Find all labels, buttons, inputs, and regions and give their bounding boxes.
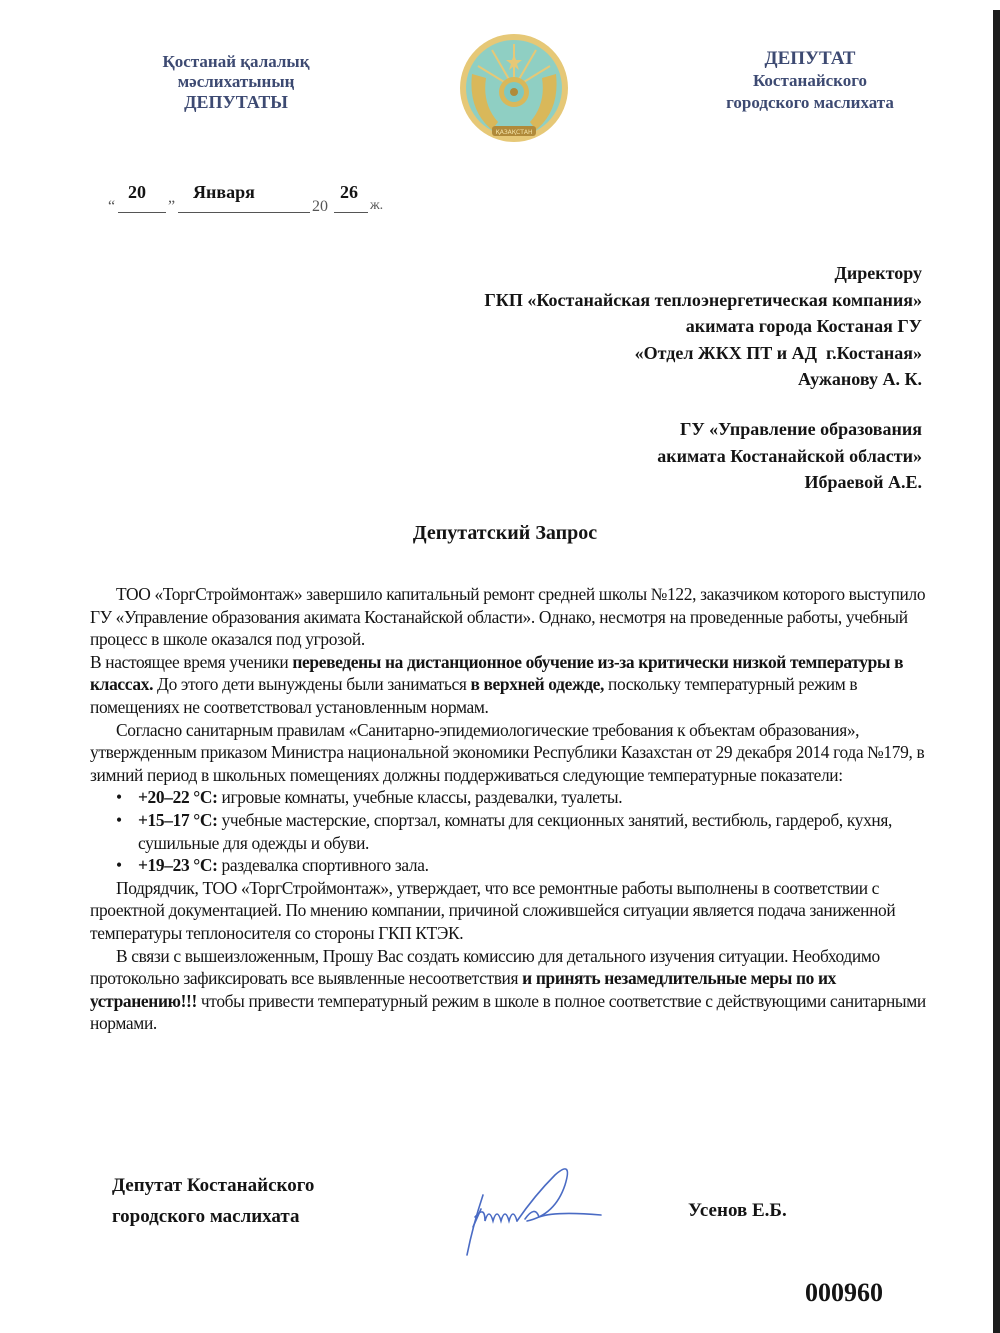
header-left-line: ДЕПУТАТЫ xyxy=(184,92,288,112)
body-paragraph xyxy=(90,945,940,1035)
temperature-list xyxy=(90,786,940,876)
document-title: Депутатский Запрос xyxy=(412,522,598,544)
header-left-kazakh xyxy=(118,52,354,112)
addressee-line: Ибраевой А.Е. xyxy=(804,472,922,492)
document-date xyxy=(108,178,398,218)
date-suffix: ж. xyxy=(370,198,384,213)
signatory-position-line: Депутат Костанайского xyxy=(112,1175,315,1196)
state-emblem-icon xyxy=(458,30,570,150)
body-paragraph xyxy=(90,651,940,719)
addressee-line: «Отдел ЖКХ ПТ и АД г.Костаная» xyxy=(634,342,922,363)
body-paragraph: Согласно санитарным правилам «Санитарно-эпидемиологические требования к объектам образования», утвержденным приказом Министра национальной экономики Республики Казахстан от 29 декабря 2014 года №179, в зимний период в школьных помещениях должны поддерживаться следующие температурные показатели: xyxy=(90,719,925,785)
temperature-list-item xyxy=(138,809,940,854)
date-month: Января xyxy=(193,182,255,202)
svg-text:ҚАЗАҚСТАН: ҚАЗАҚСТАН xyxy=(495,129,533,136)
body-paragraph: Подрядчик, ТОО «ТоргСтроймонтаж», утверждает, что все ремонтные работы выполнены в соответствии с проектной документацией. По мнению компании, причиной сложившейся ситуации является подача заниженной температуры теплоносителя со стороны ГКП КТЭК. xyxy=(90,877,896,943)
addressee-line: Директору xyxy=(834,263,922,283)
body-bold-text: в верхней одежде, xyxy=(470,674,605,695)
date-close-quote: ” xyxy=(168,198,176,215)
body-text: В связи с вышеизложенным, Прошу Вас создать комиссию для детального изучения ситуации. Необходимо протокольно зафиксировать все выявленные несоответствия xyxy=(90,945,880,989)
temperature-list-item xyxy=(138,786,940,809)
signatory-position-line: городского маслихата xyxy=(112,1206,300,1227)
temperature-rooms: учебные мастерские, спортзал, комнаты для секционных занятий, вестибюль, гардероб, кухня, сушильные для одежды и обуви. xyxy=(138,809,893,853)
signatory-position xyxy=(112,1170,314,1232)
header-right-line: городского маслихата xyxy=(726,93,894,112)
addressee-block-1 xyxy=(484,260,922,393)
temperature-list-item xyxy=(138,854,940,877)
addressee-line: акимата города Костаная ГУ xyxy=(685,316,922,336)
header-right-russian xyxy=(700,48,920,114)
viewer-edge-strip xyxy=(993,10,1000,1333)
temperature-rooms: раздевалка спортивного зала. xyxy=(217,855,429,876)
temperature-rooms: игровые комнаты, учебные классы, раздевалки, туалеты. xyxy=(217,787,623,808)
body-text: чтобы привести температурный режим в школе в полное соответствие с действующими санитарными нормами. xyxy=(90,990,926,1034)
header-left-line: мәслихатының xyxy=(177,72,295,91)
temperature-range: +15–17 °C: xyxy=(138,809,218,830)
header-left-line: Қостанай қалалық xyxy=(162,52,310,71)
date-day-underline xyxy=(118,212,166,213)
date-year: 26 xyxy=(340,182,358,202)
header-right-line: Костанайского xyxy=(752,71,868,90)
body-text: До этого дети вынуждены были заниматься xyxy=(153,674,471,695)
addressee-line: ГКП «Костанайская теплоэнергетическая компания» xyxy=(484,289,922,310)
date-year-underline xyxy=(334,212,368,213)
document-body xyxy=(90,583,940,1035)
header-right-line: ДЕПУТАТ xyxy=(764,48,856,69)
addressee-line: ГУ «Управление образования xyxy=(680,419,922,439)
date-year-prefix: 20 xyxy=(312,198,328,215)
date-open-quote: “ xyxy=(108,198,116,215)
body-bold-text: и принять незамедлительные меры по их устранению!!! xyxy=(90,968,836,1011)
temperature-range: +20–22 °C: xyxy=(138,787,218,808)
date-day: 20 xyxy=(128,182,146,202)
body-text: поскольку температурный режим в помещениях не соответствовал установленным нормам. xyxy=(90,674,858,717)
temperature-range: +19–23 °C: xyxy=(138,855,218,876)
document-number: 000960 xyxy=(805,1278,883,1307)
handwritten-signature-icon xyxy=(455,1155,615,1265)
body-bold-text: переведены на дистанционное обучение из-за критически низкой температуры в классах. xyxy=(90,651,904,695)
addressee-block-2 xyxy=(657,416,922,496)
body-text: В настоящее время ученики xyxy=(90,651,293,672)
addressee-line: Аужанову А. К. xyxy=(798,369,922,389)
signatory-name: Усенов Е.Б. xyxy=(688,1200,787,1221)
body-paragraph: ТОО «ТоргСтроймонтаж» завершило капитальный ремонт средней школы №122, заказчиком которого выступило ГУ «Управление образования акимата Костанайской области». Однако, несмотря на проведенные работы, учебный процесс в школе оказался под угрозой. xyxy=(90,584,926,650)
addressee-line: акимата Костанайской области» xyxy=(657,445,922,466)
date-month-underline xyxy=(178,212,310,213)
